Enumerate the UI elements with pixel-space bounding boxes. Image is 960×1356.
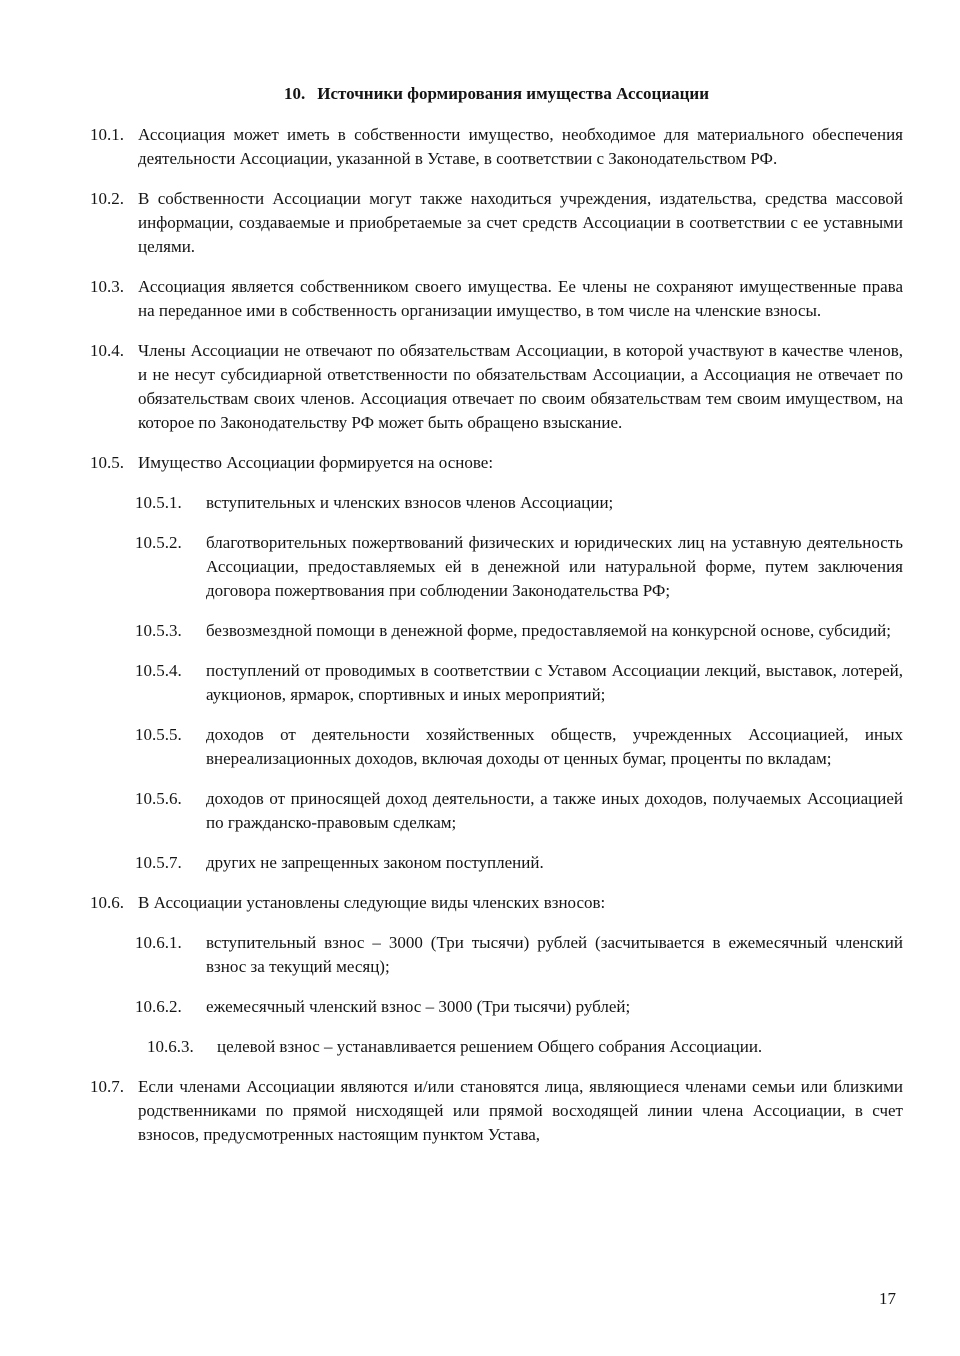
clause-10-3: [90, 275, 903, 323]
clause-text: доходов от деятельности хозяйственных обществ, учрежденных Ассоциацией, иных внереализационных доходов, включая доходы от ценных бумаг, проценты по вкладам;: [206, 725, 903, 768]
clause-number: 10.5.7.: [135, 853, 182, 872]
clause-text: Ассоциация является собственником своего имущества. Ее члены не сохраняют имущественные права на переданное ими в собственность организации имущество, в том числе на членские взносы.: [138, 277, 903, 320]
page-number: 17: [879, 1289, 896, 1308]
clause-number: 10.5.6.: [135, 789, 182, 808]
clause-text: вступительный взнос – 3000 (Три тысячи) рублей (засчитывается в ежемесячный членский взнос за текущий месяц);: [206, 933, 903, 976]
clause-number: 10.6.2.: [135, 997, 182, 1016]
clause-number: 10.4.: [90, 341, 124, 360]
clause-10-5-3: [90, 619, 903, 643]
clause-10-5-2: [90, 531, 903, 603]
clause-10-4: [90, 339, 903, 435]
clause-number: 10.3.: [90, 277, 124, 296]
clause-number: 10.7.: [90, 1077, 124, 1096]
clause-number: 10.5.2.: [135, 533, 182, 552]
clause-text: В Ассоциации установлены следующие виды членских взносов:: [138, 893, 606, 912]
clause-10-6-2: [90, 995, 903, 1019]
clause-text: поступлений от проводимых в соответствии с Уставом Ассоциации лекций, выставок, лотерей, аукционов, ярмарок, спортивных и иных мероприятий;: [206, 661, 903, 704]
clause-number: 10.6.: [90, 893, 124, 912]
clause-number: 10.2.: [90, 189, 124, 208]
heading-title: Источники формирования имущества Ассоциации: [317, 84, 710, 103]
clause-number: 10.5.5.: [135, 725, 182, 744]
heading-number: 10.: [283, 84, 306, 103]
clause-10-6-1: [90, 931, 903, 979]
clause-number: 10.6.3.: [147, 1037, 194, 1056]
clause-number: 10.5.: [90, 453, 124, 472]
clause-text: благотворительных пожертвований физических и юридических лиц на уставную деятельность Ассоциации, предоставляемых ей в денежной или натуральной форме, путем заключения договора пожертвования при соблюдении Законодательства РФ;: [206, 533, 903, 600]
clause-10-5: [90, 451, 903, 475]
clause-10-5-7: [90, 851, 903, 875]
clause-text: Имущество Ассоциации формируется на основе:: [138, 453, 494, 472]
clause-text: Члены Ассоциации не отвечают по обязательствам Ассоциации, в которой участвуют в качестве членов, и не несут субсидиарной ответственности по обязательствам Ассоциации, а Ассоциация не отвечает по обязательствам своих членов. Ассоциация отвечает по своим обязательствам тем своим имуществом, на которое по Законодательству РФ может быть обращено взыскание.: [138, 341, 903, 432]
clause-10-5-5: [90, 723, 903, 771]
clause-number: 10.1.: [90, 125, 124, 144]
clause-10-2: [90, 187, 903, 259]
clause-10-1: [90, 123, 903, 171]
clause-10-6-3: [90, 1035, 903, 1059]
clause-text: вступительных и членских взносов членов Ассоциации;: [206, 493, 614, 512]
clause-text: доходов от приносящей доход деятельности, а также иных доходов, получаемых Ассоциацией по гражданско-правовым сделкам;: [206, 789, 903, 832]
clause-10-6: [90, 891, 903, 915]
clause-text: Если членами Ассоциации являются и/или становятся лица, являющиеся членами семьи или близкими родственниками по прямой нисходящей или прямой восходящей линии члена Ассоциации, в счет взносов, предусмотренных настоящим пунктом Устава,: [138, 1077, 903, 1144]
clause-text: Ассоциация может иметь в собственности имущество, необходимое для материального обеспечения деятельности Ассоциации, указанной в Уставе, в соответствии с Законодательством РФ.: [138, 125, 903, 168]
clause-text: безвозмездной помощи в денежной форме, предоставляемой на конкурсной основе, субсидий;: [206, 621, 891, 640]
section-heading: [90, 82, 903, 106]
clause-number: 10.6.1.: [135, 933, 182, 952]
clause-10-5-6: [90, 787, 903, 835]
clause-text: целевой взнос – устанавливается решением Общего собрания Ассоциации.: [217, 1037, 763, 1056]
clause-number: 10.5.4.: [135, 661, 182, 680]
clause-number: 10.5.3.: [135, 621, 182, 640]
clause-10-5-4: [90, 659, 903, 707]
clause-text: других не запрещенных законом поступлений.: [206, 853, 544, 872]
clause-10-7: [90, 1075, 903, 1147]
clause-text: ежемесячный членский взнос – 3000 (Три тысячи) рублей;: [206, 997, 631, 1016]
clause-number: 10.5.1.: [135, 493, 182, 512]
clause-text: В собственности Ассоциации могут также находиться учреждения, издательства, средства массовой информации, создаваемые и приобретаемые за счет средств Ассоциации в соответствии с ее уставными целями.: [138, 189, 903, 256]
clause-10-5-1: [90, 491, 903, 515]
